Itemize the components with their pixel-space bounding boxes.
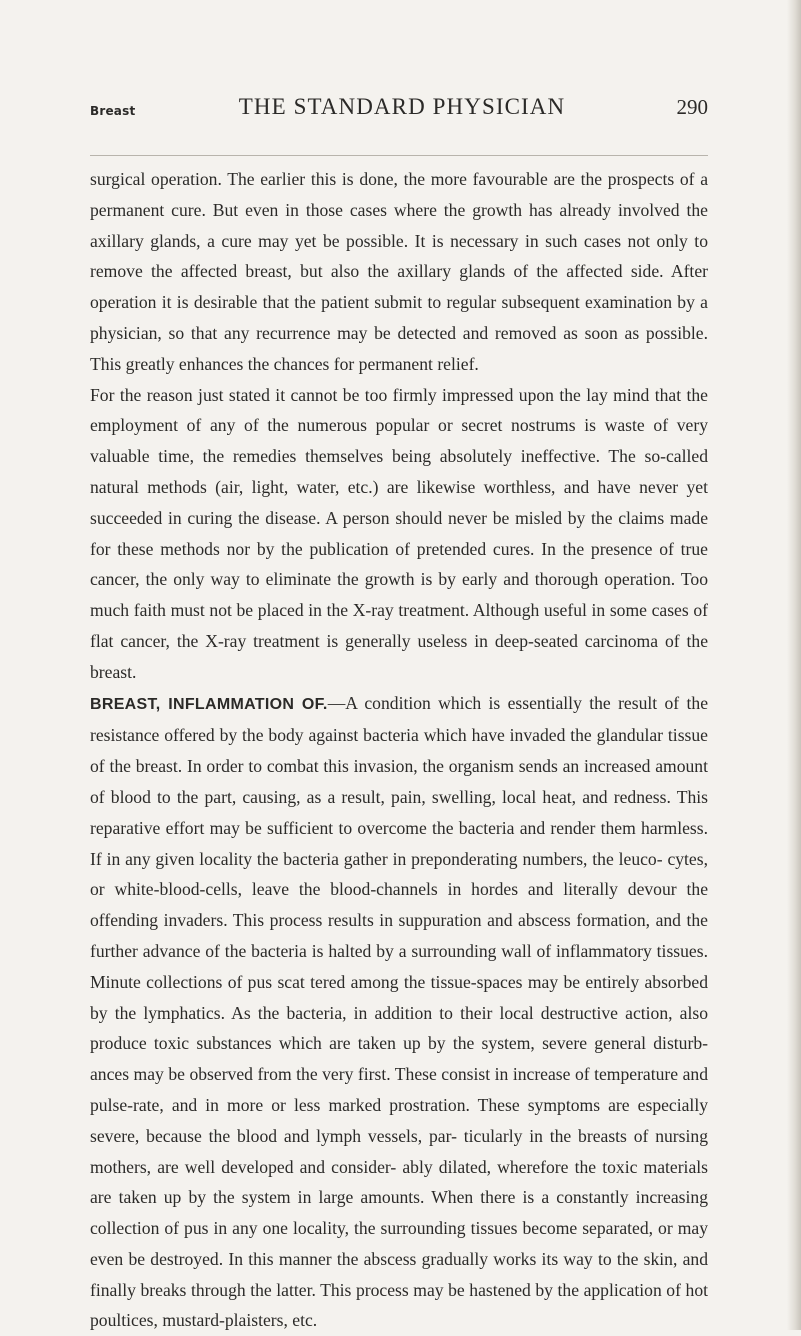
paragraph-entry-inflammation	[90, 688, 708, 1336]
page-edge-shadow	[787, 0, 801, 1330]
section-label: Breast	[90, 104, 136, 118]
paragraph-text: surgical operation. The earlier this is done, the more favourable are the prospects of a permanent cure. But even in those cases where the growth has already involved the axillary glands, a cure may yet be possible. It is necessary in such cases not only to remove the affected breast, but also the axillary glands of the affected side. After operation it is desirable that the patient submit to regular subsequent examination by a physician, so that any recurrence may be detected and removed as soon as possible. This greatly enhances the chances for permanent relief.	[90, 169, 708, 374]
header-rule	[90, 155, 708, 156]
page-number: 290	[676, 95, 708, 119]
body-text	[90, 164, 708, 1336]
book-title: THE STANDARD PHYSICIAN	[238, 94, 566, 119]
paragraph-text: —A condition which is essentially the result of the resistance offered by the body against bacteria which have invaded the glandular tissue of the breast. In order to combat this invasion, the organism sends an increased amount of blood to the part, causing, as a result, pain, swelling, local heat, and redness. This reparative effort may be sufficient to overcome the bacteria and render them harmless. If in any given locality the bacteria gather in preponderating numbers, the leuco- cytes, or white-blood-cells, leave the blood-channels in hordes and literally devour the offending invaders. This process results in suppuration and abscess formation, and the further advance of the bacteria is halted by a surrounding wall of inflammatory tissues. Minute collections of pus scat tered among the tissue-spaces may be entirely absorbed by the lymphatics. As the bacteria, in addition to their local destructive action, also produce toxic substances which are taken up by the system, severe general disturb- ances may be observed from the very first. These consist in increase of temperature and pulse-rate, and in more or less marked prostration. These symptoms are especially severe, because the blood and lymph vessels, par- ticularly in the breasts of nursing mothers, are well developed and consider- ably dilated, wherefore the toxic materials are taken up by the system in large amounts. When there is a constantly increasing collection of pus in any one locality, the surrounding tissues become separated, or may even be destroyed. In this manner the abscess gradually works its way to the skin, and finally breaks through the latter. This process may be hastened by the application of hot poultices, mustard-plaisters, etc.	[90, 692, 709, 1331]
running-head	[90, 88, 708, 122]
paragraph-continuation	[90, 164, 708, 380]
paragraph-text: For the reason just stated it cannot be too firmly impressed upon the lay mind that the employment of any of the numerous popular or secret nostrums is waste of very valuable time, the remedies themselves being absolutely ineffective. The so-called natural methods (air, light, water, etc.) are likewise worthless, and have never yet succeeded in curing the disease. A person should never be misled by the claims made for these methods nor by the publication of pretended cures. In the presence of true cancer, the only way to eliminate the growth is by early and thorough operation. Too much faith must not be placed in the X-ray treatment. Although useful in some cases of flat cancer, the X-ray treatment is generally useless in deep-seated carcinoma of the breast.	[90, 384, 708, 682]
entry-headword: BREAST, INFLAMMATION OF.	[90, 695, 328, 713]
paragraph-remedies	[90, 380, 708, 688]
